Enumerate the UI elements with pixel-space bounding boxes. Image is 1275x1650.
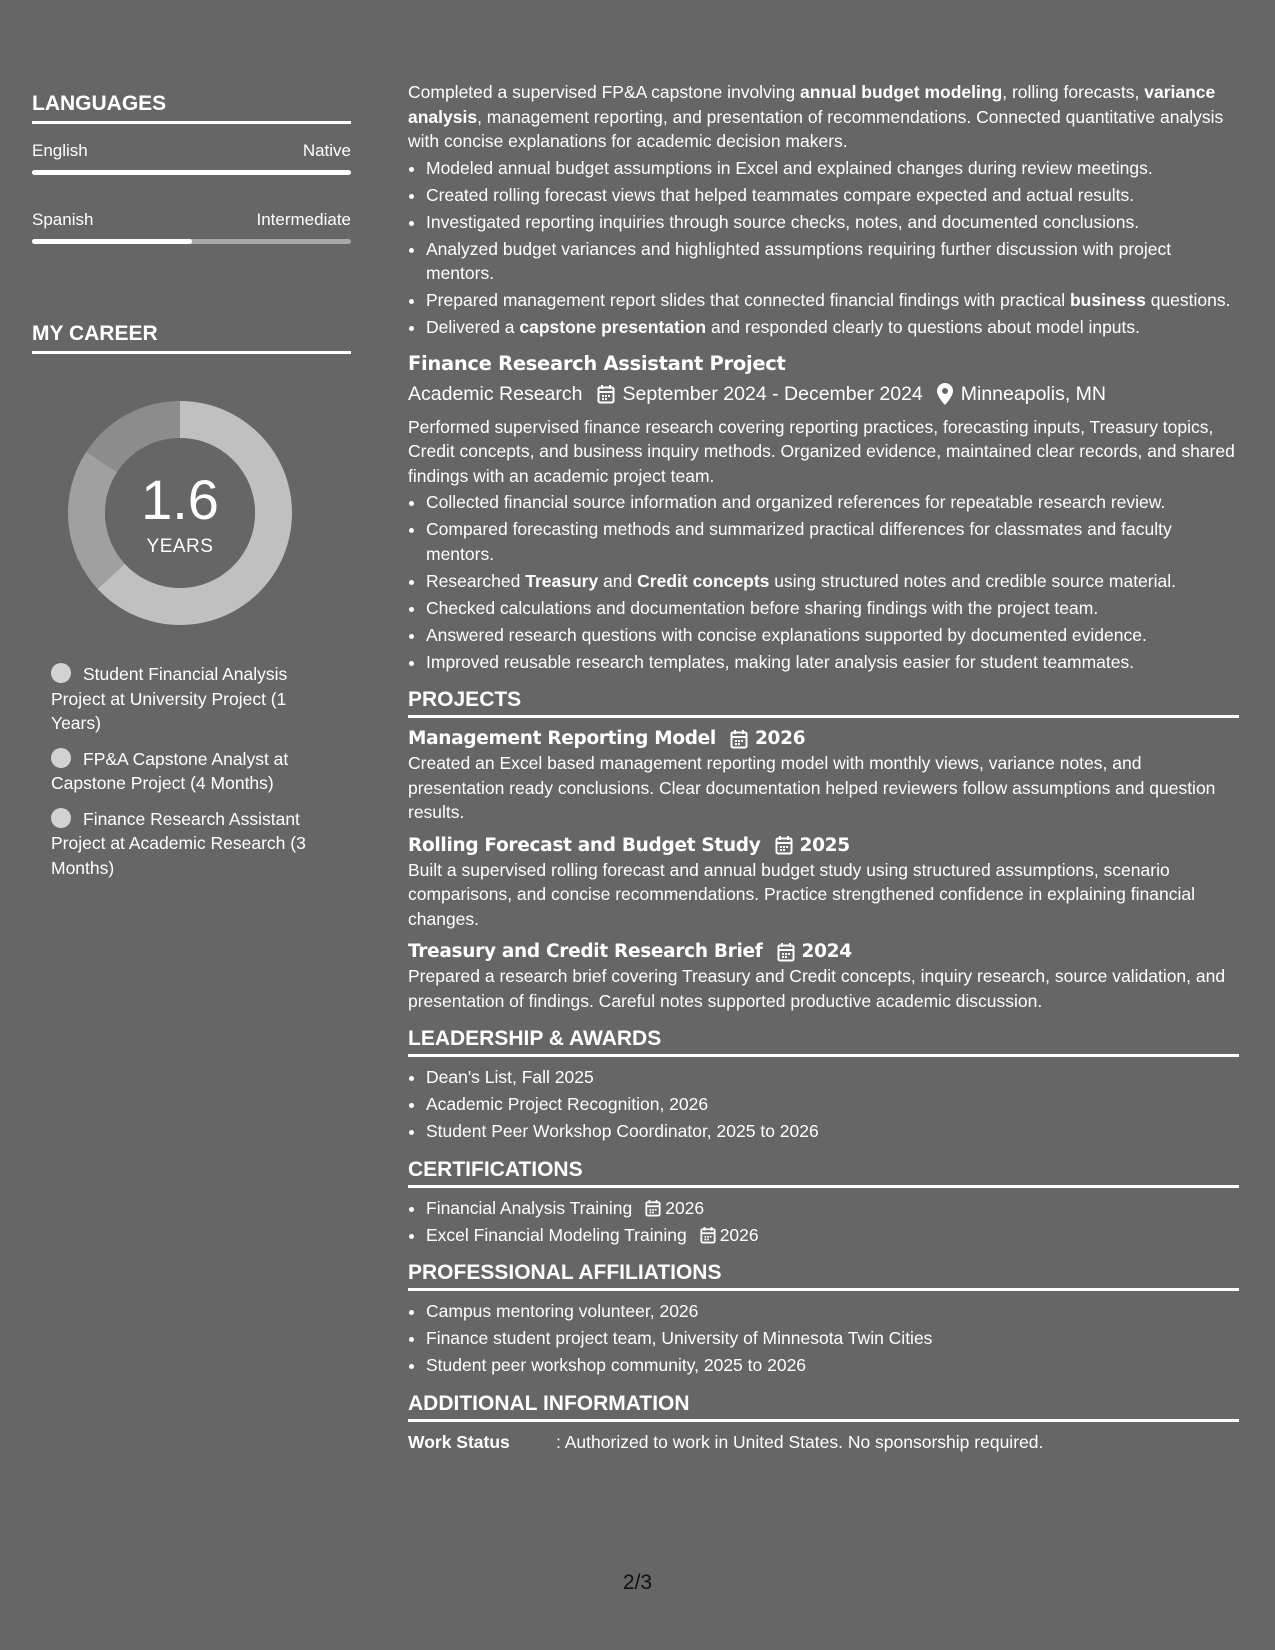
affiliations-heading: PROFESSIONAL AFFILIATIONS xyxy=(408,1261,1239,1291)
text-run: Researched xyxy=(426,570,526,591)
certification-year: 2026 xyxy=(719,1224,759,1245)
certification-item xyxy=(426,1223,1239,1248)
career-legend-label: Student Financial Analysis Project at University Project (1 Years) xyxy=(51,664,288,733)
affiliation-item: • Finance student project team, University of Minnesota Twin Cities xyxy=(426,1326,1239,1351)
bullet-item xyxy=(426,315,1239,340)
project-item xyxy=(408,835,1239,932)
career-legend-label: FP&A Capstone Analyst at Capstone Project (4 Months) xyxy=(51,748,289,793)
affiliation-item: • Campus mentoring volunteer, 2026 xyxy=(426,1299,1239,1324)
page-number: 2/3 xyxy=(622,1571,653,1594)
text-run: questions. xyxy=(1145,290,1231,310)
project-title: Treasury and Credit Research Brief xyxy=(408,941,763,962)
certification-year: 2026 xyxy=(665,1197,705,1218)
affiliation-item: • Student peer workshop community, 2025 to 2026 xyxy=(426,1353,1239,1378)
text-run: Delivered a xyxy=(426,317,520,337)
language-proficiency-bar xyxy=(32,239,351,244)
career-donut-chart xyxy=(65,398,295,628)
work-status-row xyxy=(408,1430,1239,1455)
bold-text: variance analysis xyxy=(408,82,1216,127)
bullet-item: • Analyzed budget variances and highlighted assumptions requiring further discussion with project mentors. xyxy=(426,237,1239,286)
location-pin-icon xyxy=(937,383,953,405)
certifications-list xyxy=(408,1196,1239,1248)
project-description: Created an Excel based management reporting model with monthly views, variance notes, and presentation ready conclusions. Clear documentation helped reviewers follow assumptions and question results. xyxy=(408,753,1216,822)
projects-heading: PROJECTS xyxy=(408,688,1239,718)
calendar-icon xyxy=(645,1199,661,1217)
bullet-item: • Investigated reporting inquiries through source checks, notes, and documented conclusions. xyxy=(426,210,1239,235)
leadership-list xyxy=(408,1065,1239,1144)
project-title: Management Reporting Model xyxy=(408,728,716,749)
work-status-label: Work Status xyxy=(408,1431,510,1452)
leadership-item: • Dean's List, Fall 2025 xyxy=(426,1065,1239,1090)
bold-text: annual budget modeling xyxy=(800,82,1003,102)
project-description: Built a supervised rolling forecast and annual budget study using structured assumptions, scenario comparisons, and concise recommendations. Practice strengthened confidence in explaining financial changes. xyxy=(408,859,1195,929)
project-description: Prepared a research brief covering Treasury and Credit concepts, inquiry research, source validation, and presentation of findings. Careful notes supported productive academic discussion. xyxy=(408,966,1226,1011)
language-level: Intermediate xyxy=(256,210,351,229)
project-title: Rolling Forecast and Budget Study xyxy=(408,834,761,856)
legend-dot-icon xyxy=(51,808,71,828)
career-total-years: 1.6 xyxy=(141,468,219,531)
capstone-summary xyxy=(408,80,1239,154)
bullet-item: • Collected financial source information and organized references for repeatable research review. xyxy=(426,490,1239,515)
job-location: Minneapolis, MN xyxy=(960,382,1106,405)
language-proficiency-bar xyxy=(32,170,351,175)
project-item xyxy=(408,728,1239,825)
certification-name: • Financial Analysis Training xyxy=(426,1197,633,1218)
career-legend-item xyxy=(51,807,351,881)
language-proficiency-fill xyxy=(32,170,351,175)
certification-item xyxy=(426,1196,1239,1221)
career-legend-label: Finance Research Assistant Project at Academic Research (3 Months) xyxy=(51,808,306,878)
work-status-value: : Authorized to work in United States. No sponsorship required. xyxy=(556,1431,1044,1452)
project-year: 2025 xyxy=(799,834,850,856)
project-year: 2026 xyxy=(754,728,806,749)
bullet-item: • Modeled annual budget assumptions in Excel and explained changes during review meetings. xyxy=(426,156,1239,181)
leadership-item: • Student Peer Workshop Coordinator, 2025 to 2026 xyxy=(426,1119,1239,1144)
bullet-item: • Improved reusable research templates, making later analysis easier for student teammates. xyxy=(426,650,1239,675)
bullet-item: • Compared forecasting methods and summarized practical differences for classmates and faculty mentors. xyxy=(426,517,1239,566)
calendar-icon xyxy=(730,729,748,749)
leadership-heading: LEADERSHIP & AWARDS xyxy=(408,1027,1239,1057)
text-run: and responded clearly to questions about model inputs. xyxy=(706,317,1141,337)
bold-text: capstone presentation xyxy=(519,317,707,337)
project-year: 2024 xyxy=(801,941,852,962)
calendar-icon xyxy=(775,835,793,855)
legend-dot-icon xyxy=(51,748,71,768)
career-legend xyxy=(32,662,351,880)
text-run: Prepared management report slides that connected financial findings with practical xyxy=(426,290,1070,310)
job-meta xyxy=(408,381,1239,407)
career-total-unit: YEARS xyxy=(146,536,214,557)
career-legend-item xyxy=(51,747,351,796)
calendar-icon xyxy=(777,942,795,962)
text-run: , rolling forecasts, xyxy=(1002,82,1145,102)
main-content xyxy=(408,80,1239,1454)
language-level: Native xyxy=(302,141,351,160)
affiliations-list xyxy=(408,1299,1239,1378)
capstone-bullets xyxy=(408,156,1239,340)
calendar-icon xyxy=(597,384,615,404)
certification-name: • Excel Financial Modeling Training xyxy=(426,1224,687,1245)
bullet-item: • Checked calculations and documentation before sharing findings with the project team. xyxy=(426,596,1239,621)
bullet-item: • Created rolling forecast views that helped teammates compare expected and actual results. xyxy=(426,183,1239,208)
calendar-icon xyxy=(700,1226,716,1244)
job-dates: September 2024 - December 2024 xyxy=(622,382,923,405)
project-item xyxy=(408,941,1239,1013)
leadership-item: • Academic Project Recognition, 2026 xyxy=(426,1092,1239,1117)
text-run: , management reporting, and presentation of recommendations. Connected quantitative analysis with concise explanations for academic decision makers. xyxy=(408,106,1224,151)
language-name: Spanish xyxy=(32,210,94,229)
career-heading: MY CAREER xyxy=(32,322,351,354)
bullet-item xyxy=(426,288,1239,313)
bold-text: business xyxy=(1069,290,1146,310)
languages-heading: LANGUAGES xyxy=(32,92,351,124)
language-item xyxy=(32,209,351,244)
language-name: English xyxy=(32,141,88,160)
bullet-item: • Answered research questions with concise explanations supported by documented evidence. xyxy=(426,623,1239,648)
language-item xyxy=(32,140,351,175)
language-proficiency-fill xyxy=(32,239,192,244)
job-title: Finance Research Assistant Project xyxy=(408,351,786,375)
text-run: and xyxy=(598,570,638,591)
legend-dot-icon xyxy=(51,663,71,683)
bold-text: Treasury xyxy=(525,570,599,591)
certifications-heading: CERTIFICATIONS xyxy=(408,1158,1239,1188)
text-run: using structured notes and credible source material. xyxy=(769,570,1176,591)
bold-text: Credit concepts xyxy=(637,570,770,591)
research-bullets xyxy=(408,490,1239,674)
career-legend-item xyxy=(51,662,351,736)
text-run: Completed a supervised FP&A capstone involving xyxy=(408,82,801,102)
job-summary: Performed supervised finance research covering reporting practices, forecasting inputs, Treasury topics, Credit concepts, and business inquiry methods. Organized evidence, maintained clear records, and shared findings with an academic project team. xyxy=(408,416,1235,486)
bullet-item xyxy=(426,569,1239,594)
sidebar xyxy=(32,92,351,891)
additional-info-heading: ADDITIONAL INFORMATION xyxy=(408,1392,1239,1422)
job-organization: Academic Research xyxy=(408,382,583,405)
